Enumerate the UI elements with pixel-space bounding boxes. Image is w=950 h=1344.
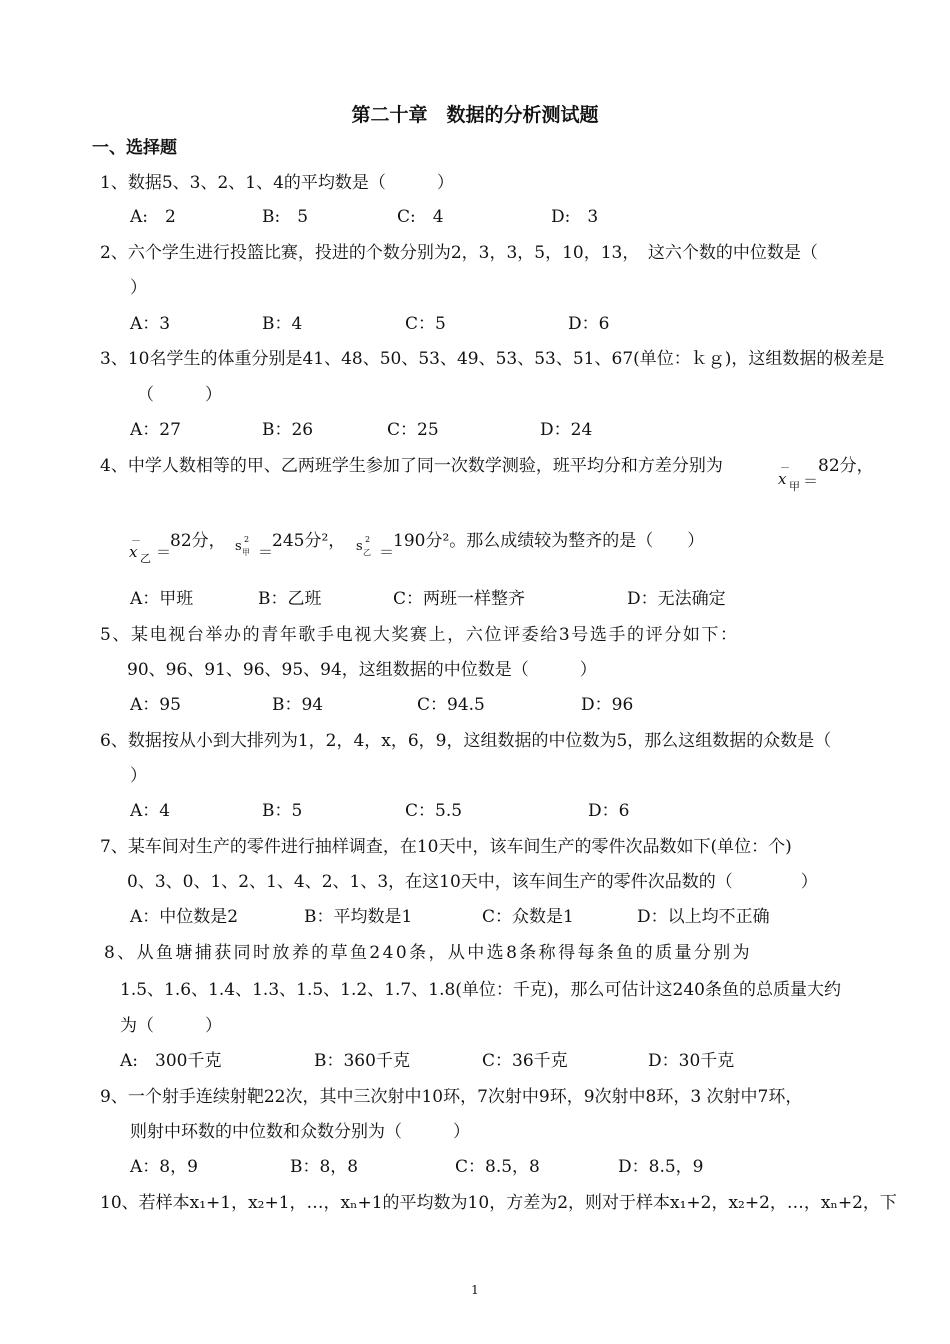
q1-option-c: C: 4 bbox=[397, 207, 444, 227]
q6-option-c: C：5.5 bbox=[405, 801, 463, 821]
question-3: 3、10名学生的体重分别是41、48、50、53、49、53、53、51、67(单位：ｋｇ)，这组数据的极差是 bbox=[100, 349, 885, 369]
q6-option-b: B：5 bbox=[262, 801, 303, 821]
q9-option-d: D：8.5，9 bbox=[618, 1157, 704, 1177]
xyi-bar: － bbox=[131, 536, 141, 547]
q5-option-c: C：94.5 bbox=[417, 695, 485, 715]
xjia-symbol: x bbox=[778, 470, 787, 488]
q7-option-a: A：中位数是2 bbox=[130, 907, 239, 927]
q4-option-a: A：甲班 bbox=[130, 589, 194, 609]
q6-option-d: D：6 bbox=[588, 801, 630, 821]
question-8: 8、从鱼塘捕获同时放养的草鱼240条，从中选8条称得每条鱼的质量分别为 bbox=[104, 943, 753, 963]
sjia-subscript: 甲 bbox=[242, 548, 250, 557]
sjia-superscript: 2 bbox=[244, 535, 250, 544]
q4-option-c: C：两班一样整齐 bbox=[393, 589, 526, 609]
xyi-value: 82分， bbox=[170, 531, 226, 551]
q8-option-a: A: 300千克 bbox=[120, 1051, 222, 1071]
q3-option-b: B：26 bbox=[262, 420, 314, 440]
question-7-cont: 0、3、0、1、2、1、4、2、1、3，在这10天中，该车间生产的零件次品数的（ ） bbox=[127, 872, 818, 892]
question-5: 5、某电视台举办的青年歌手电视大奖赛上，六位评委给3号选手的评分如下： bbox=[100, 625, 739, 645]
q9-option-c: C：8.5，8 bbox=[455, 1157, 540, 1177]
question-3-cont: （ ） bbox=[137, 385, 222, 405]
q2-option-c: C：5 bbox=[405, 314, 446, 334]
xjia-subscript: 甲 bbox=[789, 480, 800, 493]
question-6: 6、数据按从小到大排列为1，2，4，x，6，9，这组数据的中位数为5，那么这组数据的众数是（ bbox=[100, 731, 832, 751]
sjia-value: 245分²， bbox=[272, 531, 346, 551]
syi-subscript: 乙 bbox=[363, 548, 371, 557]
q7-option-c: C：众数是1 bbox=[482, 907, 574, 927]
q8-option-b: B：360千克 bbox=[314, 1051, 410, 1071]
syi-value: 190分²。那么成绩较为整齐的是（ ） bbox=[393, 531, 705, 551]
q1-option-b: B: 5 bbox=[262, 207, 309, 227]
sjia-symbol: s bbox=[235, 539, 242, 554]
page-number: 1 bbox=[471, 1283, 479, 1297]
question-6-cont: ） bbox=[130, 766, 147, 786]
question-5-cont: 90、96、91、96、95、94，这组数据的中位数是（ ） bbox=[127, 660, 597, 680]
q5-option-b: B：94 bbox=[272, 695, 324, 715]
xjia-bar: － bbox=[780, 463, 790, 474]
question-2: 2、六个学生进行投篮比赛，投进的个数分别为2，3，3，5，10，13， 这六个数的中位数是（ bbox=[100, 243, 818, 263]
q6-option-a: A：4 bbox=[130, 801, 171, 821]
q3-option-d: D：24 bbox=[540, 420, 593, 440]
question-8-cont2: 为（ ） bbox=[120, 1016, 222, 1036]
xjia-value: 82分， bbox=[818, 456, 874, 476]
q7-option-b: B：平均数是1 bbox=[304, 907, 413, 927]
question-9-cont: 则射中环数的中位数和众数分别为（ ） bbox=[130, 1122, 470, 1142]
q2-option-b: B：4 bbox=[262, 314, 303, 334]
q1-option-d: D: 3 bbox=[551, 207, 599, 227]
xyi-subscript: 乙 bbox=[140, 552, 151, 565]
syi-superscript: 2 bbox=[365, 535, 371, 544]
q9-option-a: A：8，9 bbox=[130, 1157, 198, 1177]
q8-option-c: C：36千克 bbox=[482, 1051, 568, 1071]
question-4: 4、中学人数相等的甲、乙两班学生参加了同一次数学测验，班平均分和方差分别为 bbox=[100, 456, 723, 476]
q1-option-a: A: 2 bbox=[130, 207, 176, 227]
q3-option-c: C：25 bbox=[387, 420, 439, 440]
syi-equals: ＝ bbox=[379, 543, 395, 561]
q4-option-d: D：无法确定 bbox=[627, 589, 726, 609]
question-2-cont: ） bbox=[130, 278, 147, 298]
section-heading: 一、选择题 bbox=[92, 138, 177, 158]
xjia-equals: ＝ bbox=[803, 472, 819, 490]
q2-option-d: D：6 bbox=[568, 314, 610, 334]
q7-option-d: D：以上均不正确 bbox=[637, 907, 770, 927]
sjia-equals: ＝ bbox=[258, 543, 274, 561]
q3-option-a: A：27 bbox=[130, 420, 181, 440]
q5-option-d: D：96 bbox=[581, 695, 634, 715]
question-9: 9、一个射手连续射靶22次，其中三次射中10环，7次射中9环，9次射中8环，3 次射中7环， bbox=[100, 1087, 803, 1107]
page-title: 第二十章 数据的分析测试题 bbox=[351, 104, 599, 126]
question-10: 10、若样本x₁+1，x₂+1，…，xₙ+1的平均数为10，方差为2，则对于样本x₁+2，x₂+2，…，xₙ+2，下 bbox=[100, 1193, 897, 1213]
xyi-symbol: x bbox=[129, 543, 138, 561]
question-7: 7、某车间对生产的零件进行抽样调查，在10天中，该车间生产的零件次品数如下(单位：个) bbox=[100, 837, 792, 857]
q8-option-d: D：30千克 bbox=[648, 1051, 735, 1071]
question-8-cont: 1.5、1.6、1.4、1.3、1.5、1.2、1.7、1.8(单位：千克)，那么可估计这240条鱼的总质量大约 bbox=[120, 980, 841, 1000]
q4-option-b: B：乙班 bbox=[258, 589, 322, 609]
syi-symbol: s bbox=[356, 539, 363, 554]
q2-option-a: A：3 bbox=[130, 314, 171, 334]
question-1: 1、数据5、3、2、1、4的平均数是（ ） bbox=[100, 173, 454, 193]
q9-option-b: B：8，8 bbox=[290, 1157, 359, 1177]
xyi-equals: ＝ bbox=[156, 543, 172, 561]
q5-option-a: A：95 bbox=[130, 695, 181, 715]
